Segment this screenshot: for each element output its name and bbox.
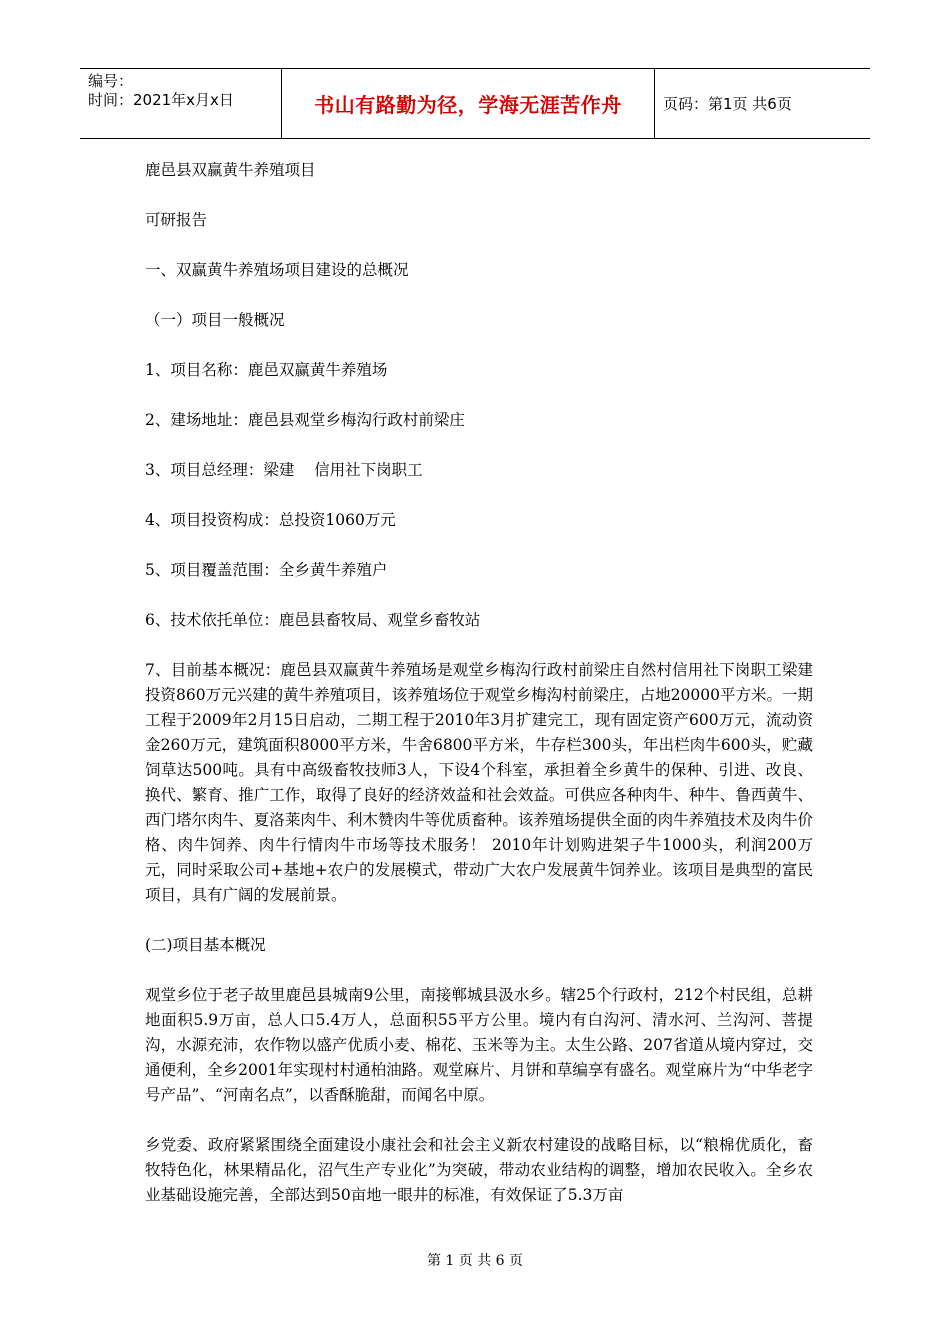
page-footer: 第 1 页 共 6 页 — [426, 1253, 524, 1269]
document-header — [80, 68, 870, 139]
list-item: 6、技术依托单位：鹿邑县畜牧局、观堂乡畜牧站 — [145, 611, 481, 629]
number-label: 编号： — [88, 72, 134, 90]
doc-title: 鹿邑县双赢黄牛养殖项目 — [145, 161, 316, 179]
list-item: 5、项目覆盖范围：全乡黄牛养殖户 — [145, 561, 388, 579]
section-heading-1: 一、双赢黄牛养殖场项目建设的总概况 — [145, 261, 409, 279]
time-label: 时间：2021年x月x日 — [88, 91, 234, 109]
document-body — [145, 158, 813, 1233]
list-item: 1、项目名称：鹿邑双赢黄牛养殖场 — [145, 361, 388, 379]
header-page-info: 页码：第1页 共6页 — [663, 95, 792, 113]
header-meta — [80, 69, 282, 138]
party-paragraph: 乡党委、政府紧紧围绕全面建设小康社会和社会主义新农村建设的战略目标，以“粮棉优质化，畜牧特色化，林果精品化，沼气生产专业化”为突破，带动农业结构的调整，增加农民收入。全乡农业基础设施完善，全部达到50亩地一眼井的标准，有效保证了5.3万亩 — [145, 1136, 813, 1204]
subsection-heading-2: (二)项目基本概况 — [145, 936, 266, 954]
list-item: 3、项目总经理：梁建 信用社下岗职工 — [145, 461, 423, 479]
subsection-heading-1: （一）项目一般概况 — [145, 311, 285, 329]
list-item: 4、项目投资构成：总投资1060万元 — [145, 511, 396, 529]
item-7-paragraph: 7、目前基本概况：鹿邑县双赢黄牛养殖场是观堂乡梅沟行政村前梁庄自然村信用社下岗职工梁建投资860万元兴建的黄牛养殖项目，该养殖场位于观堂乡梅沟村前梁庄，占地20000平方米。一期工程于2009年2月15日启动，二期工程于2010年3月扩建完工，现有固定资产600万元，流动资金260万元，建筑面积8000平方米，牛舍6800平方米，牛存栏300头，年出栏肉牛600头，贮藏饲草达500吨。具有中高级畜牧技师3人，下设4个科室，承担着全乡黄牛的保种、引进、改良、换代、繁育、推广工作，取得了良好的经济效益和社会效益。可供应各种肉牛、种牛、鲁西黄牛、西门塔尔肉牛、夏洛莱肉牛、利木赞肉牛等优质畜种。该养殖场提供全面的肉牛养殖技术及肉牛价格、肉牛饲养、肉牛行情肉牛市场等技术服务！ 2010年计划购进架子牛1000头，利润200万元，同时采取公司+基地+农户的发展模式，带动广大农户发展黄牛饲养业。该项目是典型的富民项目，具有广阔的发展前景。 — [145, 661, 813, 904]
list-item: 2、建场地址：鹿邑县观堂乡梅沟行政村前梁庄 — [145, 411, 465, 429]
header-motto: 书山有路勤为径，学海无涯苦作舟 — [282, 69, 655, 138]
doc-subtitle: 可研报告 — [145, 211, 208, 229]
overview-paragraph: 观堂乡位于老子故里鹿邑县城南9公里，南接郸城县汲水乡。辖25个行政村，212个村民组，总耕地面积5.9万亩，总人口5.4万人，总面积55平方公里。境内有白沟河、清水河、兰沟河、菩提沟，水源充沛，农作物以盛产优质小麦、棉花、玉米等为主。太生公路、207省道从境内穿过，交通便利，全乡2001年实现村村通柏油路。观堂麻片、月饼和草编享有盛名。观堂麻片为“中华老字号产品”、“河南名点”，以香酥脆甜，而闻名中原。 — [145, 986, 813, 1104]
